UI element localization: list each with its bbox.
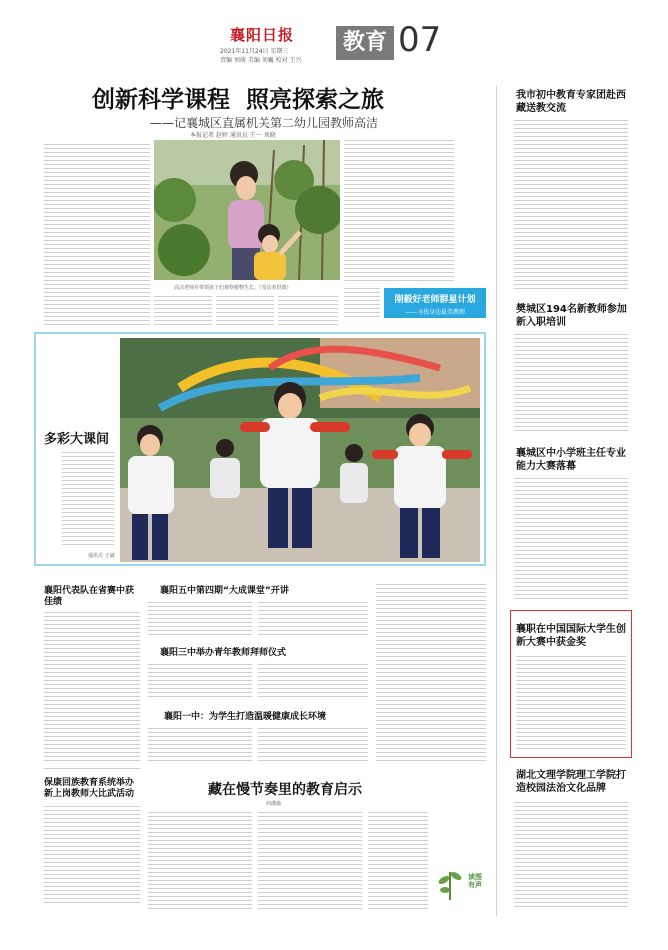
children-ribbon-dance-image [120, 338, 480, 562]
lower-center-text-1b [258, 602, 368, 636]
section-label: 教育 [342, 30, 387, 55]
main-text-col2 [154, 296, 212, 328]
essay-stamp: 读图有声 [468, 873, 482, 889]
lower-center-title-2: 襄阳三中举办青年教师拜师仪式 [160, 648, 287, 658]
plant-sketch-icon [430, 862, 470, 902]
essay-text-2 [258, 812, 362, 912]
right-title-2: 樊城区194名新教师参加新入职培训 [516, 304, 627, 328]
main-title: 创新科学课程 照亮探索之旅 [92, 87, 385, 113]
main-text-col3 [216, 296, 274, 328]
promo-line1: 刚毅好老师群星计划 [394, 295, 476, 305]
feature-title: 多彩大课间 [44, 432, 110, 447]
right-title-5: 湖北文理学院理工学院打造校园法治文化品牌 [516, 770, 626, 794]
lower-center-title-1: 襄阳五中第四期“大成课堂”开讲 [160, 586, 289, 596]
promo-line2: ——寻找身边最美教师 [404, 309, 465, 316]
editor-line: 责编 刘萌 美编 刘巍 校对 王兴 [220, 57, 302, 64]
feature-photo [120, 338, 480, 562]
divider [44, 768, 140, 769]
essay-text-3 [368, 812, 428, 912]
feature-credit: 通讯员 王斌 [88, 553, 115, 559]
main-byline: 本报记者 赵婷 通讯员 王一 刘晓 [190, 132, 276, 139]
right-title-4: 襄职在中国国际大学生创新大赛中获金奖 [516, 624, 626, 648]
main-text-col6 [344, 288, 380, 318]
date-line: 2021年11月24日 星期三 [220, 48, 289, 55]
right-title-1: 我市初中教育专家团赴西藏送教交流 [516, 90, 626, 114]
photo-caption: 高洁老师在带领孩子们观察植物生长。（受访者供图） [174, 285, 292, 291]
column-divider [496, 86, 497, 916]
right-text-1 [514, 120, 628, 290]
paper-name: 襄阳日报 [230, 26, 295, 44]
teacher-child-plant-image [154, 140, 340, 280]
lower-left-text-2 [44, 806, 140, 906]
essay-text-1 [148, 812, 252, 912]
lower-left-title-1: 襄阳代表队在省赛中获佳绩 [44, 586, 135, 608]
lower-center-title-3: 襄阳一中：为学生打造温暖健康成长环境 [164, 712, 327, 722]
right-text-5 [514, 802, 628, 910]
mid-right-text [376, 584, 486, 764]
right-text-2 [514, 334, 628, 434]
masthead [220, 20, 460, 72]
page-number: 07 [398, 20, 442, 60]
section-badge [336, 26, 394, 60]
lower-center-text-2a [148, 664, 252, 700]
lower-center-text-1a [148, 602, 252, 636]
right-title-3: 襄城区中小学班主任专业能力大赛落幕 [516, 448, 626, 472]
essay-title: 藏在慢节奏里的教育启示 [208, 782, 362, 798]
lower-center-text-3a [148, 728, 252, 762]
main-text-col5 [344, 140, 454, 284]
lower-center-text-2b [258, 664, 368, 700]
promo-box[interactable] [384, 288, 486, 318]
lower-left-text-1 [44, 612, 140, 762]
main-text-col1 [44, 144, 150, 326]
main-subtitle: ——记襄城区直属机关第二幼儿园教师高洁 [150, 116, 379, 130]
main-text-col4 [278, 296, 338, 328]
essay-author: 何瑾瑜 [266, 801, 282, 807]
essay-illustration [430, 862, 470, 902]
right-text-4 [516, 656, 626, 752]
feature-text [62, 452, 114, 548]
lower-left-title-2: 保康回族教育系统举办新上岗教师大比武活动 [44, 778, 135, 800]
lower-center-text-3b [258, 728, 368, 762]
right-text-3 [514, 478, 628, 602]
main-photo [154, 140, 340, 280]
